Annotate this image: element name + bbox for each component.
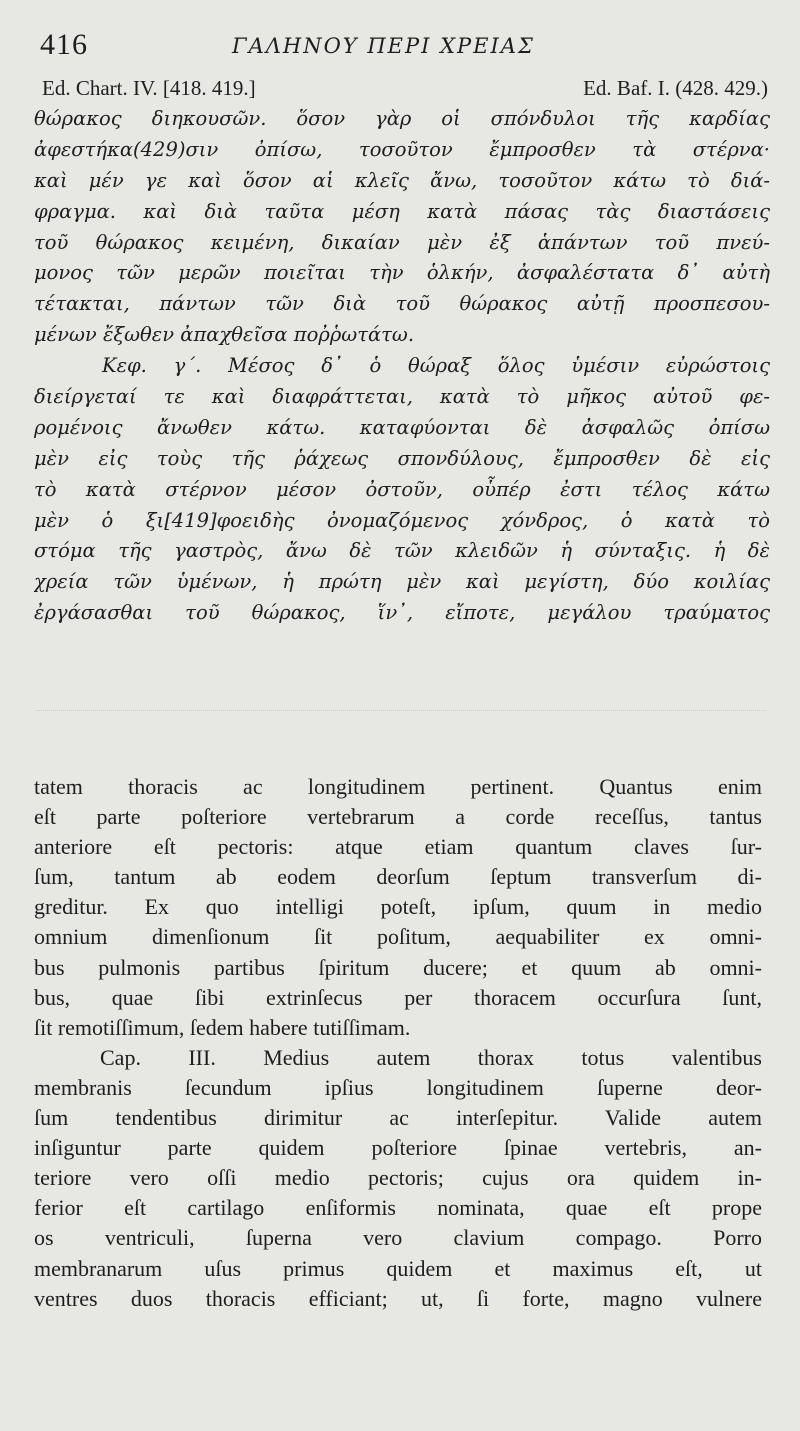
latin-line: greditur. Ex quo intelligi poteſt, ipſum, quum in medio bbox=[34, 894, 762, 920]
page-number: 416 bbox=[40, 28, 88, 61]
latin-line: bus pulmonis partibus ſpiritum ducere; et quum ab omni- bbox=[34, 954, 762, 980]
latin-line: omnium dimenſionum ſit poſitum, aequabiliter ex omni- bbox=[34, 924, 762, 950]
edition-reference-chart: Ed. Chart. IV. [418. 419.] bbox=[42, 76, 256, 100]
running-head bbox=[36, 28, 766, 64]
latin-line: ſum, tantum ab eodem deorſum ſeptum transverſum di- bbox=[34, 864, 762, 890]
greek-line: μὲν ὁ ξι[419]φοειδὴς ὀνομαζόμενος χόνδρος, ὁ κατὰ τὸ bbox=[34, 508, 770, 532]
greek-line: διείργεταί τε καὶ διαφράττεται, κατὰ τὸ μῆκος αὐτοῦ φε- bbox=[34, 385, 770, 409]
latin-line: ferior eſt cartilago enſiformis nominata, quae eſt prope bbox=[34, 1195, 762, 1221]
greek-line: θώρακος διηκουσῶν. ὅσον γὰρ οἱ σπόνδυλοι τῆς καρδίας bbox=[34, 107, 770, 130]
greek-line: στόμα τῆς γαστρὸς, ἄνω δὲ τῶν κλειδῶν ἡ σύνταξις. ἡ δὲ bbox=[34, 539, 770, 563]
greek-line: μονος τῶν μερῶν ποιεῖται τὴν ὁλκήν, ἀσφαλέστατα δ᾽ αὐτὴ bbox=[34, 261, 770, 285]
latin-line: inſiguntur parte quidem poſteriore ſpinae vertebris, an- bbox=[34, 1135, 762, 1161]
running-title: ΓΑΛΗΝΟΥ ΠΕΡΙ ΧΡΕΙΑΣ bbox=[232, 34, 535, 58]
greek-line: μὲν εἰς τοὺς τῆς ῥάχεως σπονδύλους, ἔμπροσθεν δὲ εἰς bbox=[34, 446, 770, 470]
greek-line: φραγμα. καὶ διὰ ταῦτα μέση κατὰ πάσας τὰς διαστάσεις bbox=[34, 199, 770, 223]
latin-line: teriore vero oſſi medio pectoris; cujus ora quidem in- bbox=[34, 1165, 762, 1191]
greek-line: ἐργάσασθαι τοῦ θώρακος, ἵν᾽, εἴποτε, μεγάλου τραύματος bbox=[34, 601, 770, 625]
greek-line: ἀφεστήκα(429)σιν ὀπίσω, τοσοῦτον ἔμπροσθεν τὰ στέρνα· bbox=[34, 137, 770, 161]
latin-line: ſit remotiſſimum, ſedem habere tutiſſimam. bbox=[34, 1014, 411, 1040]
edition-references bbox=[42, 76, 768, 106]
edition-reference-basel: Ed. Baf. I. (428. 429.) bbox=[583, 76, 768, 100]
greek-line: χρεία τῶν ὑμένων, ἡ πρώτη μὲν καὶ μεγίστη, δύο κοιλίας bbox=[34, 570, 770, 594]
latin-text-block bbox=[34, 772, 762, 1314]
latin-line: ſum tendentibus dirimitur ac interſepitur. Valide autem bbox=[34, 1105, 762, 1131]
greek-line: τὸ κατὰ στέρνον μέσον ὀστοῦν, οὗπέρ ἐστι τέλος κάτω bbox=[34, 477, 770, 501]
latin-chapter-start: Cap. III. Medius autem thorax totus valentibus bbox=[100, 1044, 762, 1070]
greek-line: τοῦ θώρακος κειμένη, δικαίαν μὲν ἐξ ἁπάντων τοῦ πνεύ- bbox=[34, 230, 770, 254]
greek-line: καὶ μέν γε καὶ ὅσον αἱ κλεῖς ἄνω, τοσοῦτον κάτω τὸ διά- bbox=[34, 168, 770, 192]
greek-chapter-start: Κεφ. γ΄. Μέσος δ᾽ ὁ θώραξ ὅλος ὑμέσιν εὐρώστοις bbox=[102, 354, 770, 378]
latin-line: tatem thoracis ac longitudinem pertinent. Quantus enim bbox=[34, 774, 762, 799]
latin-line: os ventriculi, ſuperna vero clavium compago. Porro bbox=[34, 1225, 762, 1251]
greek-line: μένων ἔξωθεν ἀπαχθεῖσα ποῤῥωτάτω. bbox=[34, 323, 415, 347]
greek-text-block bbox=[34, 104, 770, 629]
greek-line: ρομένοις ἄνωθεν κάτω. καταφύονται δὲ ἀσφαλῶς ὀπίσω bbox=[34, 415, 770, 439]
bleed-through-divider bbox=[36, 710, 766, 719]
greek-line: τέτακται, πάντων τῶν διὰ τοῦ θώρακος αὐτῇ προσπεσου- bbox=[34, 292, 770, 316]
latin-line: bus, quae ſibi extrinſecus per thoracem occurſura ſunt, bbox=[34, 984, 762, 1010]
latin-line: membranis ſecundum ipſius longitudinem ſuperne deor- bbox=[34, 1074, 762, 1100]
latin-line: membranarum uſus primus quidem et maximus eſt, ut bbox=[34, 1255, 762, 1281]
latin-line: ventres duos thoracis efficiant; ut, ſi forte, magno vulnere bbox=[34, 1285, 762, 1311]
latin-line: eſt parte poſteriore vertebrarum a corde receſſus, tantus bbox=[34, 804, 762, 830]
latin-line: anteriore eſt pectoris: atque etiam quantum claves ſur- bbox=[34, 834, 762, 860]
